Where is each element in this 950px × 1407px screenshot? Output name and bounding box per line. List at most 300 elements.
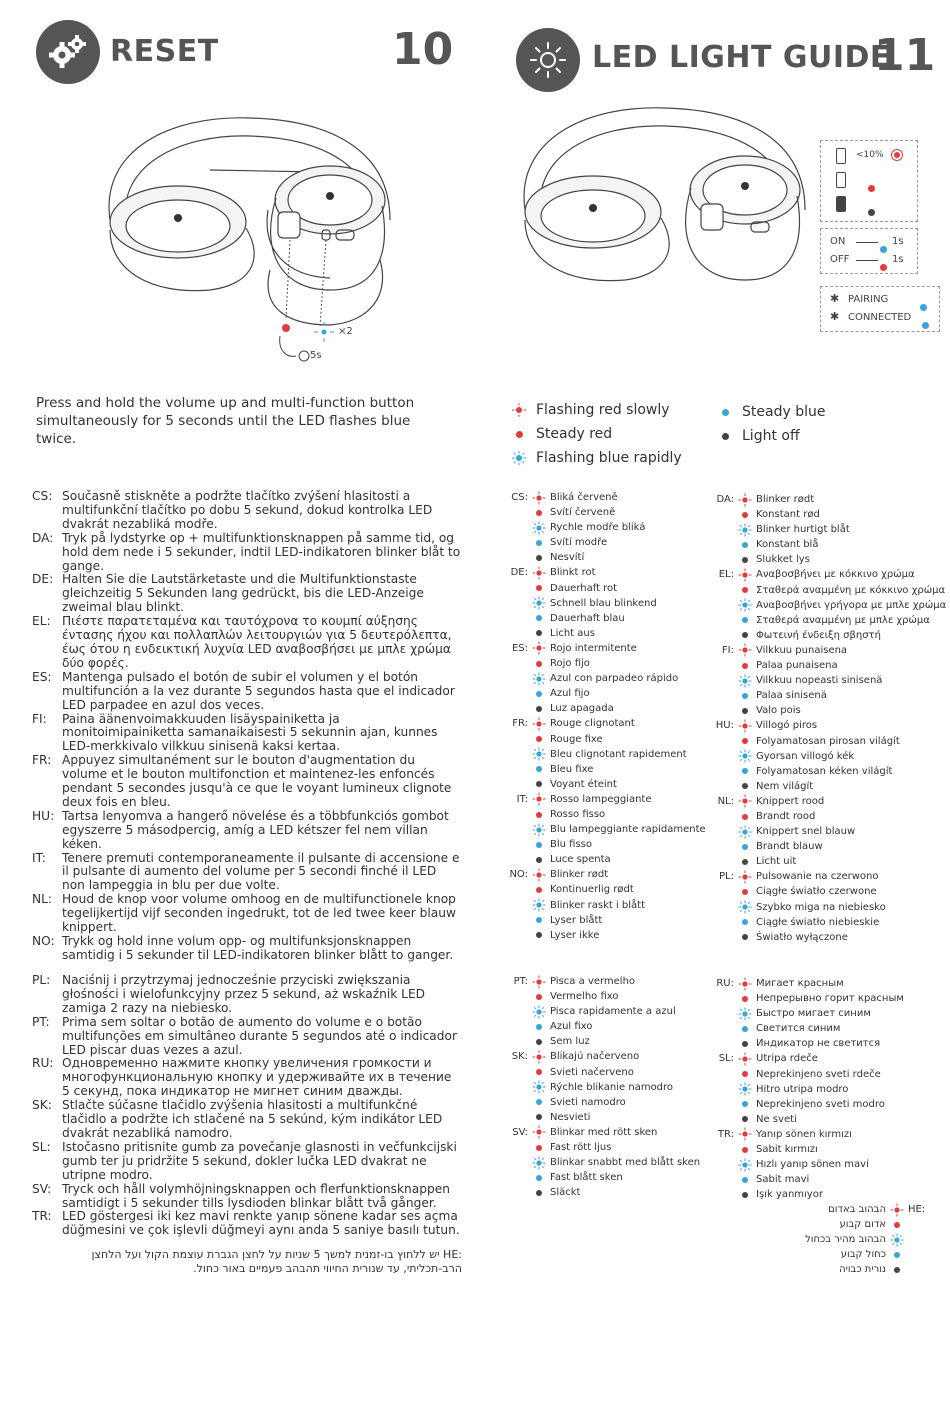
led-guide-row [506, 762, 716, 777]
led-guide-row [712, 673, 940, 688]
led-guide-row [712, 613, 940, 628]
led-guide-text: הבהוב באדום [828, 1204, 886, 1215]
legend-steady-red-label: Steady red [536, 426, 613, 442]
led-guide-text: Azul fixo [550, 1021, 593, 1033]
light-off-icon [738, 779, 752, 793]
led-guide-text: Sem luz [550, 1036, 590, 1048]
reset-text: Houd de knop voor volume omhoog en de multifunctionele knop tegelijkertijd vijf seconden ingedrukt, tot de led twee keer blauw knippert. [62, 892, 456, 935]
steady-red-icon [738, 810, 752, 824]
reset-text: Stlačte súčasne tlačidlo zvýšenia hlasitosti a multifunkčné tlačidlo a podržte ich stlačené na 5 sekúnd, kým indikátor LED dvakrát nezabliká namodro. [62, 1098, 443, 1140]
reset-headphone-illustration [90, 110, 410, 370]
led-guide-text: Blu fisso [550, 839, 592, 851]
led-guide-text: Svítí modře [550, 537, 608, 549]
light-off-icon [532, 1186, 546, 1200]
press-count: ×2 [338, 326, 353, 337]
language-code: DA: [32, 530, 54, 545]
led-guide-row [712, 1142, 940, 1157]
led-guide-text: Villogó piros [756, 720, 818, 732]
flash-blue-icon [532, 898, 546, 912]
led-guide-text: Σταθερά αναμμένη με κόκκινο χρώμα [756, 584, 946, 596]
light-icon [526, 38, 570, 82]
led-guide-text: Rouge clignotant [550, 718, 635, 730]
legend-flash-red [512, 398, 732, 422]
power-off-dot [880, 256, 887, 275]
led-guide-row [506, 1095, 716, 1110]
language-code: SK: [511, 1051, 528, 1063]
led-page-number: 11 [874, 30, 936, 81]
flash-blue-icon [512, 451, 526, 465]
led-guide-row [506, 626, 716, 641]
battery-charging-icon [836, 172, 846, 188]
light-off-icon [532, 1035, 546, 1049]
flash-blue-icon [738, 749, 752, 763]
led-guide-column-a-left [506, 490, 716, 943]
steady-red-icon [532, 990, 546, 1004]
steady-red-icon [890, 1218, 904, 1232]
led-guide-row [712, 703, 940, 718]
led-guide-row [506, 777, 716, 792]
led-guide-row [506, 1019, 716, 1034]
led-guide-row [712, 884, 940, 899]
steady-red-icon [532, 732, 546, 746]
language-code: PT: [32, 1014, 50, 1029]
led-guide-row [712, 598, 947, 613]
reset-text: Prima sem soltar o botão de aumento do volume e o botão multifunções em simultâneo durante 5 segundos até o indicador LED piscar duas vezes a azul. [62, 1014, 457, 1057]
language-code: TR: [717, 1128, 734, 1140]
language-code: CS: [32, 489, 53, 503]
flash-red-icon [532, 641, 546, 655]
flash-red-icon [532, 566, 546, 580]
led-guide-text: Vermelho fixo [550, 991, 619, 1003]
led-guide-text: Licht uit [756, 856, 797, 868]
reset-text: Paina äänenvoimakkuuden lisäyspainiketta ja monitoimipainiketta samanaikaisesti 5 sekunnin ajan, kunnes LED-merkkivalo vilkkuu sinisenä kaksi kertaa. [62, 711, 438, 754]
steady-blue-icon [532, 1020, 546, 1034]
power-off-time: 1s [892, 254, 904, 265]
language-code: SV: [512, 1126, 528, 1138]
led-guide-row [506, 837, 716, 852]
led-guide-row [712, 537, 940, 552]
led-guide-text: Nesvieti [550, 1111, 591, 1123]
flash-red-icon [738, 1052, 752, 1066]
led-guide-text: Szybko miga na niebiesko [756, 901, 886, 913]
legend-light-off [718, 424, 918, 448]
led-guide-row [506, 641, 716, 656]
steady-blue-icon [532, 536, 546, 550]
led-guide-text: Φωτεινή ένδειξη σβηστή [756, 629, 881, 641]
connected-label: CONNECTED [848, 312, 912, 323]
reset-paragraph [32, 1016, 462, 1058]
bluetooth-icon-2: ✱ [830, 310, 840, 323]
reset-text: Naciśnij i przytrzymaj jednocześnie przyciski zwiększania głośności i wielofunkcyjny przez 5 sekund, aż wskaźnik LED zamiga 2 razy na niebiesko. [62, 973, 426, 1015]
reset-instructions-a [32, 490, 462, 963]
led-guide-text: Sabit mavi [756, 1174, 810, 1186]
legend-light-off-label: Light off [742, 428, 800, 444]
led-guide-text: Gyorsan villogó kék [756, 750, 855, 762]
led-guide-text: Valo pois [756, 705, 801, 717]
light-off-icon [738, 1037, 752, 1051]
language-code: PL: [32, 973, 51, 987]
steady-blue-icon [738, 1097, 752, 1111]
reset-paragraph [32, 615, 462, 671]
led-guide-row [712, 1006, 940, 1021]
light-off-icon [532, 853, 546, 867]
steady-red-icon [738, 583, 752, 597]
led-guide-text: כחול קבוע [840, 1249, 886, 1261]
battery-full-icon [836, 196, 846, 212]
led-guide-text: Rojo intermitente [550, 642, 637, 654]
flash-red-icon [532, 717, 546, 731]
flash-red-icon [512, 403, 526, 417]
steady-red-icon [738, 659, 752, 673]
led-guide-row [712, 1187, 940, 1202]
steady-blue-icon [738, 840, 752, 854]
led-guide-row [712, 809, 940, 824]
flash-blue-icon [532, 747, 546, 761]
led-headphone-illustration [505, 100, 825, 340]
led-guide-row [506, 882, 716, 897]
led-guide-row [506, 928, 716, 943]
led-guide-row [712, 915, 940, 930]
bluetooth-icon: ✱ [830, 292, 840, 305]
reset-text: LED göstergesi iki kez mavi renkte yanıp sönene kadar ses açma düğmesini ve çok işlevli düğmeyi aynı anda 5 saniye basılı tutun. [62, 1209, 460, 1238]
led-guide-row [712, 567, 940, 582]
reset-title: RESET [110, 34, 219, 69]
language-code: PT: [513, 976, 528, 987]
led-guide-text: Vilkkuu punaisena [756, 644, 848, 656]
led-guide-text: Ciągłe światło niebieskie [756, 916, 880, 928]
language-code: HU: [715, 720, 734, 732]
led-guide-row [506, 1140, 716, 1155]
led-guide-text: Lyser ikke [550, 929, 600, 941]
reset-text: Tartsa lenyomva a hangerő növelése és a többfunkciós gombot egyszerre 5 másodpercig, amíg a LED kétszer fel nem villan kéken. [62, 808, 449, 851]
led-guide-text: Konstant rød [756, 509, 820, 521]
reset-paragraph [32, 490, 462, 532]
reset-text: Istočasno pritisnite gumb za povečanje glasnosti in večfunkcijski gumb ter ju pridržite 5 sekund, dokler lučka LED dvakrat ne utripne modro. [62, 1139, 457, 1182]
led-guide-text: Vilkkuu nopeasti sinisenä [756, 675, 883, 687]
power-off-label: OFF [830, 254, 850, 265]
reset-paragraph [32, 1057, 462, 1099]
steady-red-icon [512, 427, 526, 441]
led-guide-row [506, 989, 716, 1004]
flash-blue-icon [738, 674, 752, 688]
language-code: NL: [717, 795, 734, 807]
led-guide-row [712, 734, 940, 749]
language-code: DE: [510, 567, 528, 579]
led-guide-row [506, 716, 716, 731]
led-guide-text: Мигает красным [756, 978, 844, 989]
led-guide-row [780, 1262, 930, 1277]
reset-paragraph [32, 852, 462, 894]
led-guide-text: Blinker rødt [550, 869, 609, 881]
reset-intro: Press and hold the volume up and multi-function button simultaneously for 5 seconds until the LED flashes blue twice. [36, 395, 415, 447]
light-off-icon [738, 930, 752, 944]
led-guide-text: Blinker rødt [756, 494, 815, 505]
language-code: TR: [32, 1209, 52, 1224]
steady-red-icon [532, 506, 546, 520]
light-off-icon [890, 1263, 904, 1277]
led-guide-row [506, 701, 716, 716]
led-guide-row [506, 1125, 716, 1140]
power-status-box [820, 228, 918, 274]
led-guide-text: הבהוב מהיר בכחול [805, 1234, 886, 1246]
led-guide-text: Neprekinjeno sveti rdeče [756, 1068, 881, 1080]
led-guide-text: Släckt [550, 1187, 581, 1199]
led-guide-text: Dauerhaft blau [550, 612, 625, 624]
led-guide-text: Konstant blå [756, 539, 819, 551]
reset-paragraph [32, 893, 462, 935]
led-guide-text: Nesvítí [550, 552, 585, 564]
led-guide-text: Blinkar med rött sken [550, 1126, 658, 1138]
flash-blue-icon [532, 672, 546, 686]
flash-red-icon [738, 643, 752, 657]
light-off-icon [738, 553, 752, 567]
led-guide-text: Индикатор не светится [756, 1038, 881, 1050]
language-code: SK: [32, 1098, 52, 1113]
steady-red-icon [532, 1141, 546, 1155]
led-guide-text: Schnell blau blinkend [550, 597, 657, 609]
steady-red-icon [738, 885, 752, 899]
led-guide-row [712, 976, 940, 991]
language-code: NL: [32, 892, 53, 907]
language-code: CS: [511, 492, 528, 503]
flash-red-icon [532, 1050, 546, 1064]
led-guide-text: Folyamatosan kéken világít [756, 765, 893, 777]
steady-blue-icon [532, 838, 546, 852]
led-guide-text: Rychle modře bliká [550, 522, 646, 534]
led-guide-text: Fast blått sken [550, 1172, 623, 1184]
light-off-icon [738, 628, 752, 642]
led-guide-row [506, 867, 716, 882]
led-guide-row [712, 824, 940, 839]
led-guide-row [506, 1065, 716, 1080]
led-guide-row [506, 656, 716, 671]
led-guide-row [712, 688, 940, 703]
led-guide-row [506, 898, 716, 913]
led-guide-text: Blinker raskt i blått [550, 899, 646, 911]
led-guide-text: Neprekinjeno sveti modro [756, 1098, 885, 1110]
steady-red-icon [738, 992, 752, 1006]
led-guide-row [506, 1034, 716, 1049]
gears-icon [44, 28, 92, 76]
led-guide-text: Svieti načerveno [550, 1066, 634, 1078]
reset-text: Trykk og hold inne volum opp- og multifunksjonsknappen samtidig i 5 sekunder til LED-indikatoren blinker blått to ganger. [62, 934, 454, 962]
steady-red-icon [532, 1065, 546, 1079]
led-guide-text: Светится синим [756, 1023, 841, 1035]
flash-blue-icon [532, 596, 546, 610]
reset-text: Halten Sie die Lautstärketaste und die Multifunktionstaste gleichzeitig 5 Sekunden lang gedrückt, bis die LED-Anzeige zweimal blau blinkt. [62, 572, 424, 615]
led-guide-row [506, 792, 716, 807]
led-guide-text: Knippert rood [756, 795, 825, 807]
language-code: :HE [908, 1204, 926, 1215]
led-guide-text: Utripa rdeče [756, 1053, 818, 1065]
led-guide-row [712, 1157, 940, 1172]
led-guide-text: Ciągłe światło czerwone [756, 886, 877, 898]
led-guide-text: Bliká červeně [550, 492, 618, 503]
led-guide-text: Fast rött ljus [550, 1142, 612, 1154]
led-guide-text: Azul fijo [550, 688, 590, 700]
reset-paragraph [32, 810, 462, 852]
flash-blue-icon [532, 823, 546, 837]
steady-red-icon [738, 1143, 752, 1157]
flash-red-icon [532, 975, 546, 989]
led-guide-text: Światło wyłączone [756, 931, 848, 943]
steady-blue-icon [718, 405, 732, 419]
reset-paragraph [32, 974, 462, 1016]
steady-blue-icon [738, 613, 752, 627]
led-guide-row [712, 930, 940, 945]
led-guide-column-a-right [712, 492, 947, 945]
steady-blue-icon [738, 1022, 752, 1036]
led-guide-row [712, 779, 940, 794]
language-code: EL: [718, 569, 734, 581]
flash-red-icon [738, 870, 752, 884]
led-guide-row [506, 1004, 716, 1019]
language-code: SL: [718, 1053, 734, 1065]
flash-blue-icon [738, 523, 752, 537]
light-off-icon [532, 777, 546, 791]
hold-time: 5s [310, 350, 322, 361]
light-off-icon [738, 1112, 752, 1126]
flash-red-icon [894, 152, 900, 158]
led-guide-row [506, 581, 716, 596]
led-guide-text: Hızlı yanıp sönen mavi [756, 1159, 869, 1171]
language-code: FR: [32, 753, 52, 768]
flash-red-icon [738, 568, 752, 582]
reset-text: Одновременно нажмите кнопку увеличения громкости и многофункциональную кнопку и удерживайте их в течение 5 секунд, пока индикатор не мигнет синим дважды. [62, 1056, 452, 1099]
language-code: DA: [716, 494, 734, 505]
led-guide-text: Dauerhaft rot [550, 582, 618, 594]
led-guide-row [506, 1170, 716, 1185]
led-guide-text: Yanıp sönen kırmızı [756, 1128, 852, 1140]
reset-paragraph [32, 935, 462, 963]
led-guide-row [506, 1110, 716, 1125]
reset-paragraph [32, 671, 462, 713]
led-guide-row [712, 1172, 940, 1187]
flash-blue-icon [890, 1233, 904, 1247]
led-guide-row [506, 852, 716, 867]
light-off-icon [532, 551, 546, 565]
led-guide-text: Blinkar snabbt med blått sken [550, 1157, 701, 1169]
power-off-line [856, 260, 878, 261]
led-guide-text: Svítí červeně [550, 507, 616, 519]
light-off-icon [532, 702, 546, 716]
power-on-dot [880, 238, 887, 257]
led-guide-text: Pisca a vermelho [550, 976, 636, 987]
battery-low-label: <10% [856, 150, 884, 160]
legend-steady-blue-label: Steady blue [742, 404, 826, 420]
led-guide-row [712, 658, 940, 673]
led-guide-text: Bleu clignotant rapidement [550, 748, 687, 760]
led-guide-row [506, 490, 716, 505]
language-code: FI: [32, 711, 47, 726]
language-code: HU: [32, 808, 55, 823]
led-guide-text: Blu lampeggiante rapidamente [550, 824, 706, 836]
led-guide-row [506, 1185, 716, 1200]
legend-flash-blue [512, 446, 732, 470]
steady-red-icon [532, 808, 546, 822]
led-guide-text: Αναβοσβήνει γρήγορα με μπλε χρώμα [756, 599, 947, 611]
led-guide-text: Svieti namodro [550, 1096, 626, 1108]
led-guide-text: Işık yanmıyor [756, 1189, 823, 1201]
led-guide-text: Σταθερά αναμμένη με μπλε χρώμα [756, 614, 930, 626]
flash-red-icon [532, 792, 546, 806]
led-guide-row [506, 535, 716, 550]
led-guide-row [506, 807, 716, 822]
flash-red-icon [738, 719, 752, 733]
led-guide-row [506, 596, 716, 611]
legend-steady-red [512, 422, 732, 446]
light-off-icon [718, 429, 732, 443]
led-guide-row [712, 869, 940, 884]
legend-steady-blue [718, 400, 918, 424]
led-guide-row [712, 522, 940, 537]
led-guide-row [506, 913, 716, 928]
flash-red-icon [532, 491, 546, 505]
led-guide-column-b-right [712, 976, 940, 1202]
reset-paragraph [32, 1210, 462, 1238]
led-guide-row [712, 718, 940, 733]
led-guide-text: Lyser blått [550, 914, 603, 926]
reset-text: Πιέστε παρατεταμένα και ταυτόχρονα το κουμπί αύξησης έντασης ήχου και πολλαπλών λειτουργιών για 5 δευτερόλεπτα, έως ότου η ενδεικτική λυχνία LED αναβοσβήσει με μπλε χρώμα δύο φορές. [62, 614, 452, 670]
led-guide-text: Непрерывно горит красным [756, 993, 904, 1005]
led-guide-row [780, 1217, 930, 1232]
steady-blue-icon [532, 762, 546, 776]
reset-text: Tryk på lydstyrke op + multifunktionsknappen på samme tid, og hold dem nede i 5 sekunder, indtil LED-indikatoren blinker blåt to gange. [62, 530, 461, 573]
led-guide-text: Palaa punaisena [756, 660, 838, 672]
flash-blue-icon [738, 1082, 752, 1096]
steady-blue-icon [738, 764, 752, 778]
led-guide-text: Rojo fijo [550, 658, 590, 670]
flash-blue-icon [532, 1156, 546, 1170]
steady-blue-icon [532, 1171, 546, 1185]
flash-blue-icon [532, 521, 546, 535]
led-guide-row [506, 1155, 716, 1170]
language-code: ES: [511, 642, 528, 654]
led-guide-text: נורית כבויה [839, 1264, 886, 1276]
reset-paragraph [32, 1183, 462, 1211]
language-code: IT: [32, 850, 46, 865]
language-code: NO: [32, 934, 55, 948]
language-code: RU: [716, 978, 734, 989]
language-code: RU: [32, 1056, 54, 1071]
reset-he [32, 1248, 462, 1276]
led-guide-text: Rosso lampeggiante [550, 793, 652, 805]
language-code: FI: [721, 644, 734, 656]
steady-red-dot [868, 177, 875, 196]
led-guide-text: Voyant éteint [550, 778, 617, 790]
led-guide-row [712, 583, 946, 598]
legend-flash-red-label: Flashing red slowly [536, 402, 670, 418]
language-code: SV: [32, 1181, 52, 1196]
reset-text: Tenere premuti contemporaneamente il pulsante di accensione e il pulsante di aumento del volume per 5 secondi finché il LED non lampeggia in blu per due volte. [62, 850, 460, 893]
led-guide-text: Быстро мигает синим [756, 1008, 871, 1020]
language-code: PL: [719, 871, 734, 883]
connected-dot [922, 314, 929, 333]
steady-red-icon [738, 508, 752, 522]
led-guide-row [506, 1049, 716, 1064]
flash-red-icon [890, 1203, 904, 1217]
led-guide-row [712, 1036, 940, 1051]
led-guide-row [712, 507, 940, 522]
flash-blue-icon [738, 825, 752, 839]
led-guide-row [712, 643, 940, 658]
led-guide-text: Slukket lys [756, 554, 810, 566]
led-guide-row [506, 822, 716, 837]
led-guide-he [780, 1202, 930, 1277]
reset-he-text: יש ללחוץ בו-זמנית למשך 5 שניות על לחצן הגברת עוצמת הקול ועל הלחצן הרב-תכליתי, עד שנורית החיווי תהבהב פעמיים באור כחול. [91, 1248, 462, 1275]
led-guide-text: Ne sveti [756, 1113, 797, 1125]
language-code: SL: [32, 1139, 51, 1154]
